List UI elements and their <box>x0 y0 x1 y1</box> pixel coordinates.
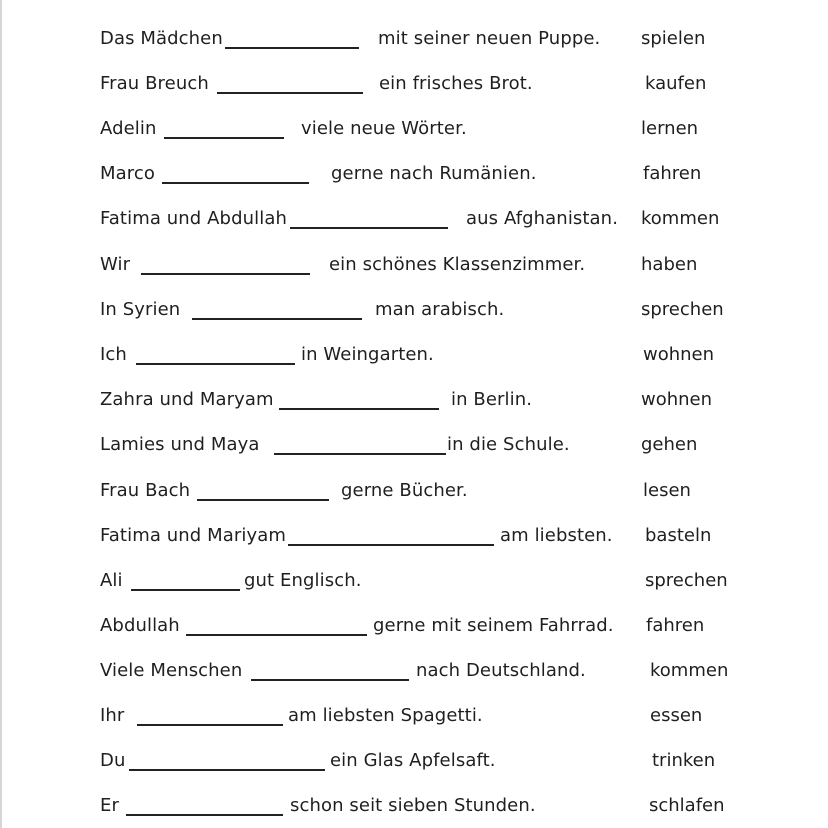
worksheet-row <box>0 794 828 824</box>
row-subject: Ali <box>100 570 123 591</box>
answer-blank <box>251 679 409 681</box>
row-verb: wohnen <box>641 389 713 410</box>
row-rest: in Weingarten. <box>301 344 434 365</box>
row-verb: schlafen <box>649 795 725 816</box>
row-rest: gerne nach Rumänien. <box>331 163 537 184</box>
answer-blank <box>225 47 359 49</box>
worksheet-row <box>0 253 828 283</box>
answer-blank <box>137 724 283 726</box>
answer-blank <box>217 92 363 94</box>
answer-blank <box>164 137 284 139</box>
row-subject: Du <box>100 750 126 771</box>
row-rest: aus Afghanistan. <box>466 208 619 229</box>
row-rest: nach Deutschland. <box>416 660 586 681</box>
worksheet-row <box>0 433 828 463</box>
row-subject: Wir <box>100 254 131 275</box>
worksheet-row <box>0 207 828 237</box>
row-rest: am liebsten Spagetti. <box>288 705 483 726</box>
answer-blank <box>186 634 367 636</box>
row-verb: kommen <box>641 208 720 229</box>
row-subject: Abdullah <box>100 615 180 636</box>
row-rest: ein Glas Apfelsaft. <box>330 750 496 771</box>
answer-blank <box>136 363 295 365</box>
row-subject: Zahra und Maryam <box>100 389 274 410</box>
worksheet-row <box>0 117 828 147</box>
row-subject: Frau Bach <box>100 480 191 501</box>
row-rest: in die Schule. <box>447 434 570 455</box>
row-verb: wohnen <box>643 344 715 365</box>
row-subject: In Syrien <box>100 299 181 320</box>
row-verb: haben <box>641 254 698 275</box>
worksheet-row <box>0 27 828 57</box>
row-subject: Fatima und Mariyam <box>100 525 287 546</box>
answer-blank <box>162 182 309 184</box>
worksheet-row <box>0 388 828 418</box>
row-verb: fahren <box>646 615 705 636</box>
answer-blank <box>290 227 448 229</box>
row-verb: essen <box>650 705 703 726</box>
worksheet-row <box>0 162 828 192</box>
row-verb: trinken <box>652 750 716 771</box>
row-subject: Das Mädchen <box>100 28 223 49</box>
row-rest: man arabisch. <box>375 299 505 320</box>
worksheet-row <box>0 72 828 102</box>
row-rest: ein schönes Klassenzimmer. <box>329 254 586 275</box>
worksheet-row <box>0 614 828 644</box>
answer-blank <box>126 814 283 816</box>
row-verb: fahren <box>643 163 702 184</box>
row-rest: ein frisches Brot. <box>379 73 533 94</box>
row-rest: mit seiner neuen Puppe. <box>378 28 601 49</box>
answer-blank <box>274 453 446 455</box>
answer-blank <box>197 499 329 501</box>
row-rest: gerne Bücher. <box>341 480 468 501</box>
row-verb: lesen <box>643 480 691 501</box>
row-subject: Frau Breuch <box>100 73 209 94</box>
row-rest: schon seit sieben Stunden. <box>290 795 536 816</box>
row-rest: viele neue Wörter. <box>301 118 467 139</box>
row-subject: Ich <box>100 344 127 365</box>
worksheet-row <box>0 343 828 373</box>
worksheet-row <box>0 298 828 328</box>
worksheet-row <box>0 659 828 689</box>
row-verb: sprechen <box>641 299 724 320</box>
row-subject: Adelin <box>100 118 157 139</box>
row-verb: spielen <box>641 28 706 49</box>
row-rest: in Berlin. <box>451 389 533 410</box>
row-subject: Viele Menschen <box>100 660 243 681</box>
row-verb: kaufen <box>645 73 707 94</box>
worksheet-row <box>0 569 828 599</box>
worksheet-row <box>0 704 828 734</box>
row-subject: Marco <box>100 163 155 184</box>
row-subject: Fatima und Abdullah <box>100 208 287 229</box>
row-rest: am liebsten. <box>500 525 613 546</box>
answer-blank <box>131 589 240 591</box>
row-subject: Ihr <box>100 705 125 726</box>
row-verb: lernen <box>641 118 699 139</box>
answer-blank <box>279 408 439 410</box>
answer-blank <box>141 273 310 275</box>
row-subject: Lamies und Maya <box>100 434 260 455</box>
row-subject: Er <box>100 795 119 816</box>
worksheet-row <box>0 479 828 509</box>
answer-blank <box>288 544 494 546</box>
row-rest: gut Englisch. <box>244 570 362 591</box>
row-verb: sprechen <box>645 570 728 591</box>
worksheet-row <box>0 749 828 779</box>
row-verb: kommen <box>650 660 729 681</box>
row-verb: gehen <box>641 434 698 455</box>
worksheet-row <box>0 524 828 554</box>
row-rest: gerne mit seinem Fahrrad. <box>373 615 614 636</box>
row-verb: basteln <box>645 525 712 546</box>
answer-blank <box>192 318 362 320</box>
answer-blank <box>129 769 325 771</box>
